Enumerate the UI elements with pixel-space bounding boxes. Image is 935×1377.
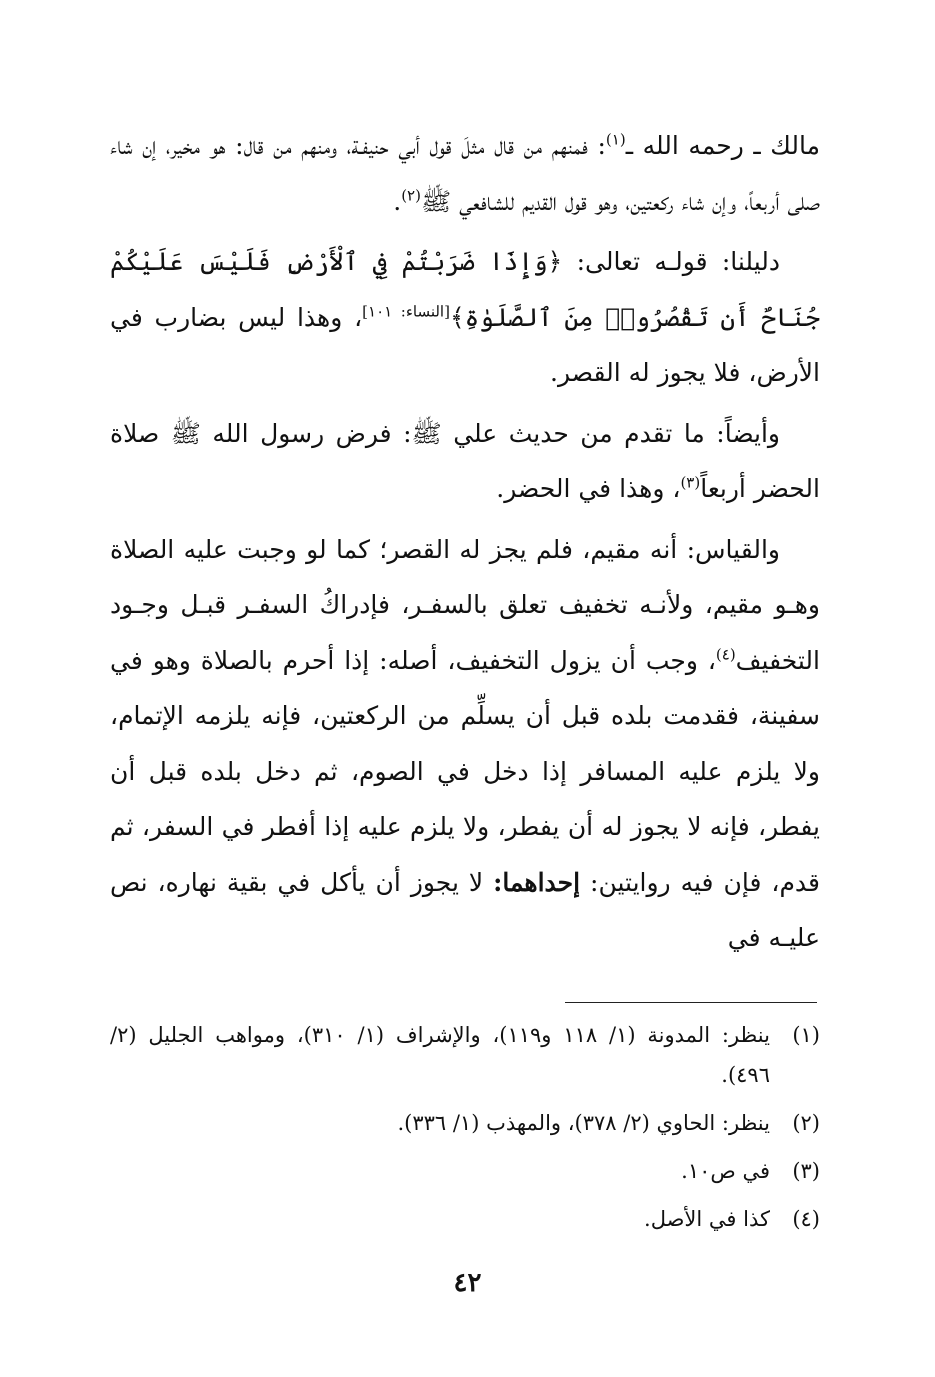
footnote-1 xyxy=(110,1015,820,1095)
footnote-ref-3: (٣) xyxy=(680,473,701,492)
footnote-text: ينظر: الحاوي (٢/ ٣٧٨)، والمهذب (١/ ٣٣٦). xyxy=(397,1111,770,1135)
p2-text-1: دليلنا: قولـه تعالى: xyxy=(562,247,781,276)
p3-text-2: ، وهذا في الحضر. xyxy=(496,474,681,503)
p4-text-2: ، وجب أن يزول التخفيف، أصله: إذا أحرم بالصلاة وهو في سفينة، فقدمت بلده قبل أن يسلِّم من الركعتين، فإنه يلزمه الإتمام، ولا يلزم عليه المسافر إذا دخل في الصوم، ثم دخل بلده قبل أن يفطر، فإنه لا يجوز له أن يفطر، ولا يلزم عليه إذا أفطر في السفر، ثم قدم، فإن فيه روايتين: xyxy=(110,645,820,897)
p1-text-3: . xyxy=(393,186,402,216)
footnote-ref-2: (٢) xyxy=(401,186,421,205)
p1-text-2: : فمنهم من قال مثلَ قول أبي حنيفـة، ومنهم من قال: هو مخير، إن شاء صلى أربعاً، وإن شاء ركعتين، وهو قول القديم للشافعي ﷺ xyxy=(110,131,820,216)
footnote-text: كذا في الأصل. xyxy=(644,1207,770,1231)
p1-text-1: مالك ـ رحمه الله ـ xyxy=(625,131,820,160)
footnotes xyxy=(110,1015,820,1247)
footnote-number: (٣) xyxy=(792,1159,820,1183)
paragraph-4 xyxy=(110,522,820,966)
p3-text-1: وأيضاً: ما تقدم من حديث علي ﷺ: فرض رسول الله ﷺ صلاة الحضر أربعاً xyxy=(110,418,820,503)
footnote-text: ينظر: المدونة (١/ ١١٨ و١١٩)، والإشراف (١/ ٣١٠)، ومواهب الجليل (٢/ ٤٩٦). xyxy=(110,1023,770,1087)
quran-verse: ﴿وَإِذَا ضَرَبْتُمْ فِي ٱلْأَرْضِ فَلَيْسَ عَلَيْكُمْ جُنَاحٌ أَن تَقْصُرُوا۟ مِنَ ٱلصَّلَوٰةِ﴾ xyxy=(110,247,820,332)
footnote-text: في ص١٠. xyxy=(681,1159,770,1183)
footnote-number: (٤) xyxy=(792,1207,820,1231)
footnote-3 xyxy=(110,1151,820,1191)
main-text xyxy=(110,118,820,971)
footnote-number: (١) xyxy=(792,1023,820,1047)
footnote-ref-1: (١) xyxy=(605,130,626,149)
footnote-number: (٢) xyxy=(792,1111,820,1135)
p4-text-3: لا يجوز أن يأكل في بقية نهاره، نص عليـه في xyxy=(110,867,820,952)
footnote-separator xyxy=(565,1002,817,1003)
footnote-ref-4: (٤) xyxy=(715,645,736,664)
p4-bold-term: إحداهما: xyxy=(493,867,581,897)
p4-text-1: والقياس: أنه مقيم، فلم يجز له القصر؛ كما لو وجبت عليه الصلاة وهـو مقيم، ولأنـه تخفيف تعلق بالسفـر، فإدراكُ السفـر قبـل وجـود التخفيف xyxy=(110,534,820,675)
paragraph-3 xyxy=(110,406,820,517)
p2-text-2: ، وهذا ليس بضارب في الأرض، فلا يجوز له القصر. xyxy=(110,302,820,387)
paragraph-1 xyxy=(110,118,820,229)
page-number: ٤٢ xyxy=(453,1268,482,1298)
footnote-2 xyxy=(110,1103,820,1143)
paragraph-2 xyxy=(110,234,820,401)
verse-reference: [النساء: ١٠١] xyxy=(362,302,450,321)
footnote-4 xyxy=(110,1199,820,1239)
